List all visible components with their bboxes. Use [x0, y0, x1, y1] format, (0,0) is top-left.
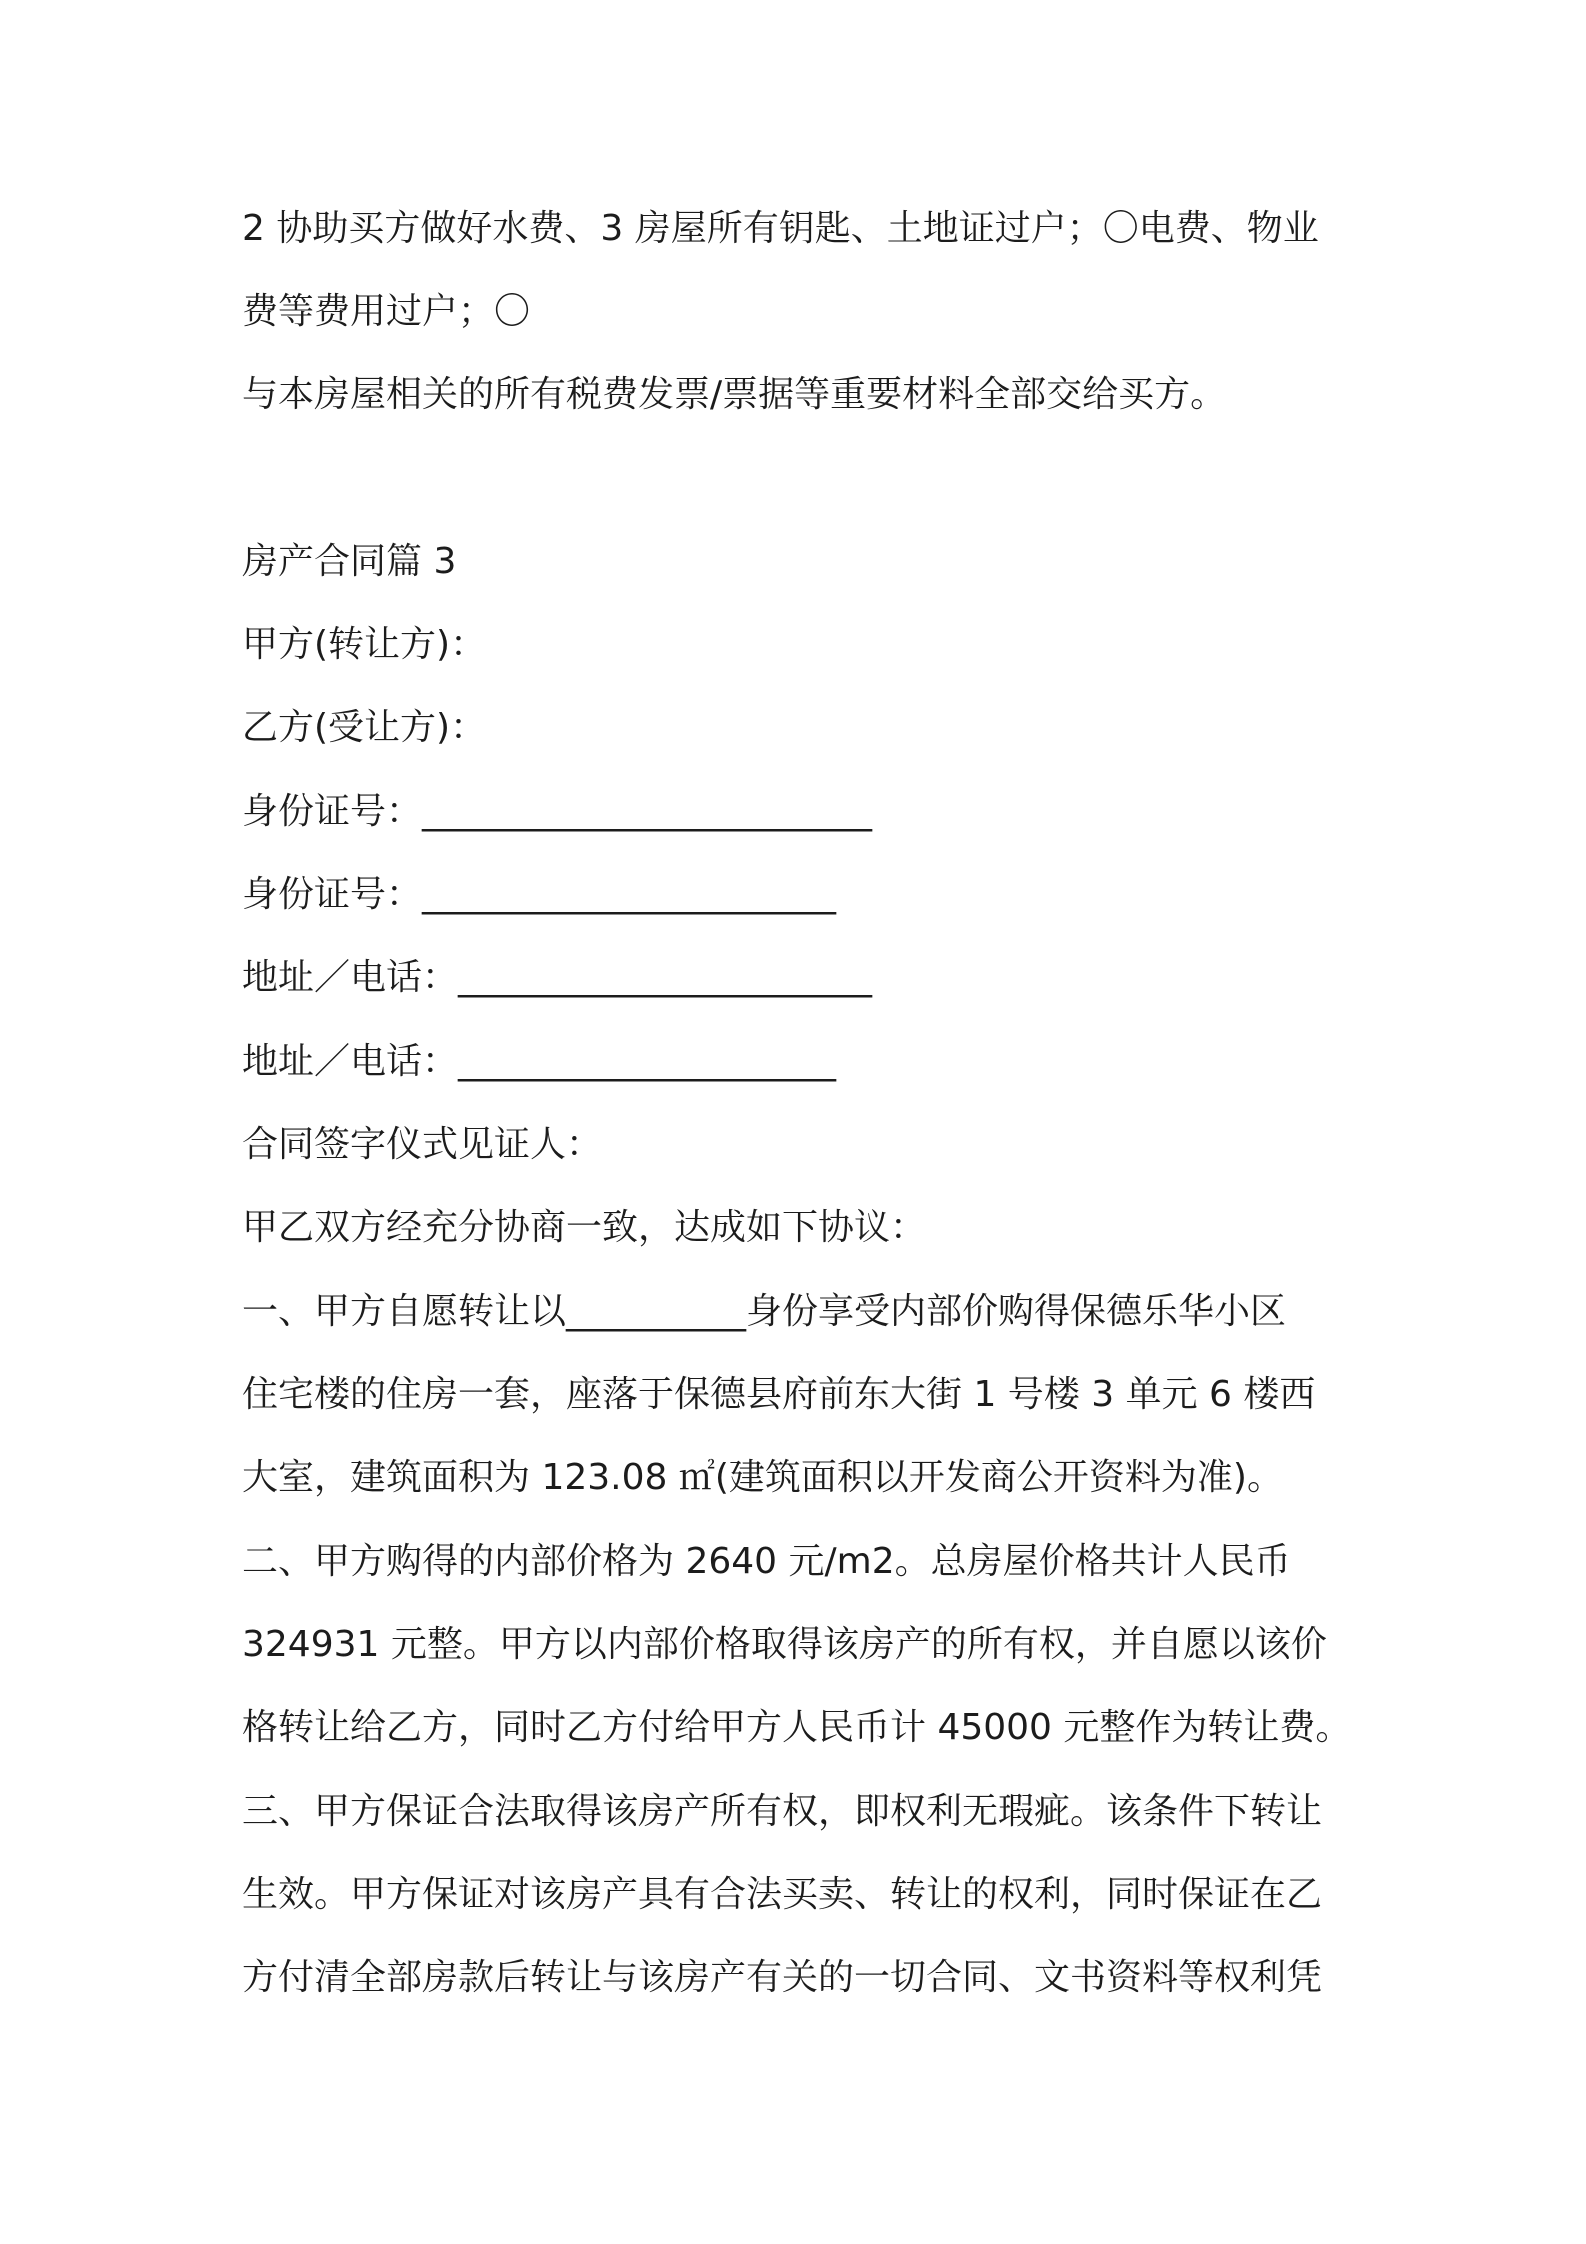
clause-line: 生效。甲方保证对该房产具有合法买卖、转让的权利，同时保证在乙 [242, 1874, 1323, 1915]
witness-label: 合同签字仪式见证人： [242, 1124, 603, 1165]
clause-line: 一、甲方自愿转让以__________身份享受内部价购得保德乐华小区 [242, 1291, 1287, 1332]
section-heading: 房产合同篇 3 [242, 541, 457, 582]
address-phone-field: 地址／电话：_____________________ [242, 1041, 837, 1082]
id-number-field: 身份证号：_________________________ [242, 791, 873, 832]
clause-line: 324931 元整。甲方以内部价格取得该房产的所有权，并自愿以该价 [242, 1624, 1327, 1665]
clause-line: 方付清全部房款后转让与该房产有关的一切合同、文书资料等权利凭 [242, 1957, 1323, 1998]
clause-line: 格转让给乙方，同时乙方付给甲方人民币计 45000 元整作为转让费。 [242, 1707, 1352, 1748]
clause-line: 住宅楼的住房一套，座落于保德县府前东大街 1 号楼 3 单元 6 楼西 [242, 1374, 1316, 1415]
body-text-line: 甲乙双方经充分协商一致，达成如下协议： [242, 1207, 927, 1248]
clause-line: 二、甲方购得的内部价格为 2640 元/m2。总房屋价格共计人民币 [242, 1541, 1291, 1582]
body-text-line: 2 协助买方做好水费、3 房屋所有钥匙、土地证过户；〇电费、物业 [242, 208, 1319, 249]
body-text-line: 与本房屋相关的所有税费发票/票据等重要材料全部交给买方。 [242, 374, 1227, 415]
clause-line: 大室，建筑面积为 123.08 ㎡(建筑面积以开发商公开资料为准)。 [242, 1457, 1283, 1498]
body-text-line: 费等费用过户；〇 [242, 291, 531, 332]
party-a-label: 甲方(转让方)： [242, 624, 487, 665]
id-number-field: 身份证号：_______________________ [242, 874, 837, 915]
address-phone-field: 地址／电话：_______________________ [242, 957, 873, 998]
party-b-label: 乙方(受让方)： [242, 707, 487, 748]
clause-line: 三、甲方保证合法取得该房产所有权，即权利无瑕疵。该条件下转让 [242, 1791, 1323, 1832]
